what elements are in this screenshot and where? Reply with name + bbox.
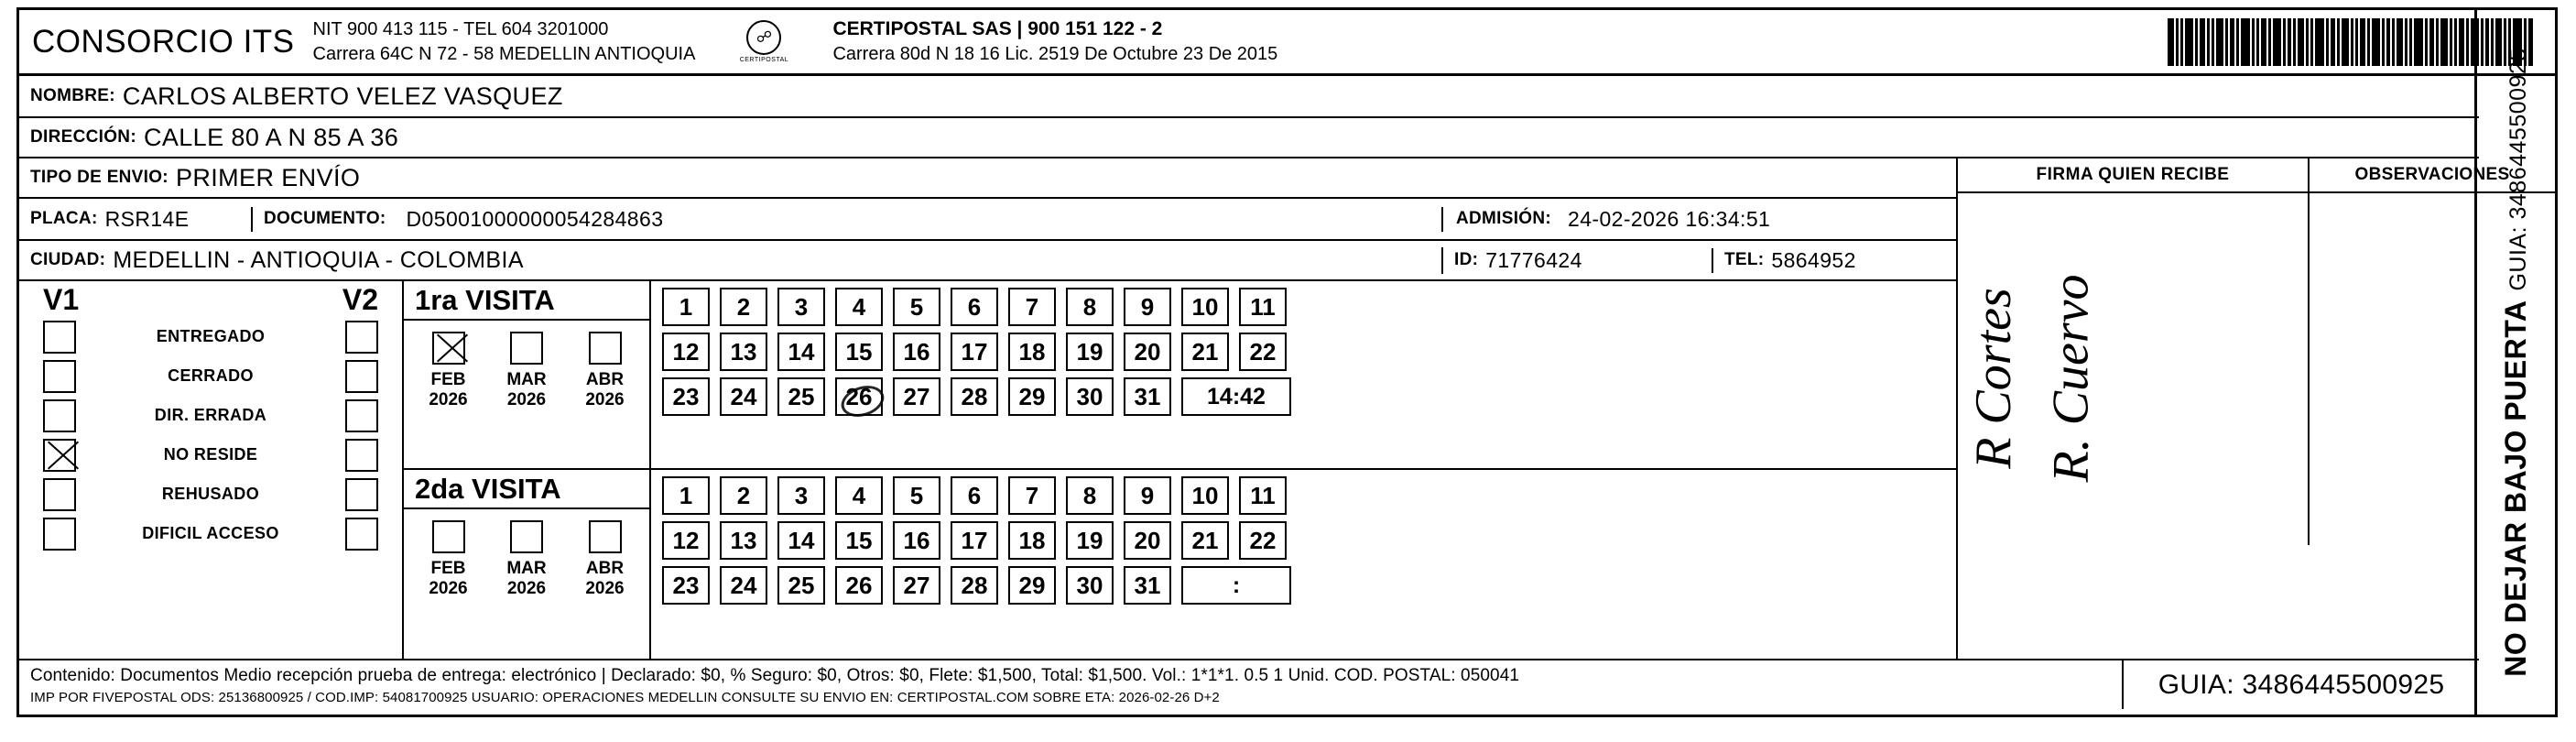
v1-checkbox-cerrado[interactable] — [43, 360, 76, 393]
visit-2-row — [404, 470, 1956, 659]
visit-1-day-18[interactable]: 18 — [1008, 333, 1056, 371]
visit-1-month-abr — [585, 332, 624, 410]
v2-checkbox-dir-errada[interactable] — [345, 399, 378, 432]
v1-checkbox-no-reside[interactable] — [43, 439, 76, 472]
visit-1-day-4[interactable]: 4 — [835, 288, 883, 326]
documento-value: D05001000000054284863 — [406, 206, 664, 231]
visit-1-day-20[interactable]: 20 — [1124, 333, 1171, 371]
company-address-line: Carrera 64C N 72 - 58 MEDELLIN ANTIOQUIA — [312, 43, 696, 64]
visit-2-day-23[interactable]: 23 — [662, 566, 710, 605]
visit-2-time[interactable]: : — [1181, 566, 1291, 605]
visit-2-abr-name: ABR — [585, 559, 625, 578]
visit-1-day-17[interactable]: 17 — [951, 333, 998, 371]
visit-1-day-19[interactable]: 19 — [1066, 333, 1114, 371]
visit-2-day-12[interactable]: 12 — [662, 521, 710, 560]
status-visits-area — [19, 281, 1956, 659]
visit-2-days — [651, 470, 1956, 659]
placa-label: PLACA: — [30, 209, 98, 228]
label-footer — [19, 659, 2479, 709]
visit-2-abr-checkbox[interactable] — [589, 520, 622, 553]
id-cell — [1443, 248, 1713, 273]
visit-2-mar-year: 2026 — [506, 579, 547, 598]
status-label-dificil-acceso: DIFICIL ACCESO — [142, 524, 279, 542]
ciudad-id-tel-row — [19, 241, 1956, 281]
visit-1-feb-checkbox[interactable] — [432, 332, 465, 365]
visit-1-days-row-2 — [651, 326, 1956, 371]
visit-1-day-1[interactable]: 1 — [662, 288, 710, 326]
id-value: 71776424 — [1485, 247, 1582, 272]
status-row-rehusado — [19, 475, 402, 514]
documento-label: DOCUMENTO: — [264, 209, 386, 228]
nombre-row — [19, 76, 2479, 118]
side-guia-text: GUIA: 3486445500925 — [2505, 48, 2531, 291]
visit-1-day-23[interactable]: 23 — [662, 377, 710, 416]
visit-1-row — [404, 281, 1956, 470]
status-header — [19, 281, 402, 317]
visit-2-day-30[interactable]: 30 — [1066, 566, 1114, 605]
visit-2-day-4[interactable]: 4 — [835, 476, 883, 515]
v2-header: V2 — [342, 283, 378, 316]
tipo-envio-row — [19, 158, 1956, 199]
visit-2-day-5[interactable]: 5 — [893, 476, 940, 515]
observaciones-header-label: OBSERVACIONES — [2308, 158, 2555, 191]
visit-2-title: 2da VISITA — [404, 470, 649, 509]
visit-2-months — [404, 509, 649, 603]
firma-observaciones-panel — [1956, 158, 2555, 659]
visit-1-abr-name: ABR — [585, 370, 625, 389]
visit-1-day-25[interactable]: 25 — [777, 377, 825, 416]
visit-1-day-14[interactable]: 14 — [777, 333, 825, 371]
footer-guia: GUIA: 3486445500925 — [2122, 660, 2479, 709]
visit-1-days-row-1 — [651, 281, 1956, 326]
signature-line-1: R Cortes — [1964, 288, 2022, 469]
visit-1-day-13[interactable]: 13 — [720, 333, 767, 371]
visits-panel — [404, 281, 1956, 659]
visit-2-day-16[interactable]: 16 — [893, 521, 940, 560]
status-row-entregado — [19, 317, 402, 356]
visit-1-month-panel — [404, 281, 651, 468]
visit-1-day-22[interactable]: 22 — [1239, 333, 1287, 371]
left-column — [19, 158, 1956, 659]
nombre-value: CARLOS ALBERTO VELEZ VASQUEZ — [122, 82, 563, 110]
visit-1-day-21[interactable]: 21 — [1181, 333, 1229, 371]
visit-2-day-11[interactable]: 11 — [1239, 476, 1287, 515]
visit-2-day-20[interactable]: 20 — [1124, 521, 1171, 560]
placa-cell — [19, 207, 253, 232]
direccion-row — [19, 118, 2479, 158]
documento-cell — [253, 207, 1443, 232]
status-row-no-reside — [19, 435, 402, 475]
visit-1-day-3[interactable]: 3 — [777, 288, 825, 326]
visit-2-day-3[interactable]: 3 — [777, 476, 825, 515]
footer-line-1: Contenido: Documentos Medio recepción prueba de entrega: electrónico | Declarado: $0, % Seguro: $0, Otros: $0, Flete: $1,500, Total: $1,500. Vol.: 1*1*1. 0.5 1 Unid. COD. POSTAL: 050041 — [30, 666, 1520, 685]
certipostal-info — [832, 16, 1277, 66]
placa-value: RSR14E — [104, 206, 190, 231]
tel-cell — [1713, 248, 1956, 273]
visit-1-day-16[interactable]: 16 — [893, 333, 940, 371]
v1-header: V1 — [43, 283, 80, 316]
visit-2-days-row-3 — [651, 560, 1956, 605]
firma-signature-area[interactable] — [1958, 193, 2308, 545]
ciudad-cell — [19, 247, 1443, 274]
shipping-label — [16, 7, 2558, 717]
visit-1-abr-year: 2026 — [585, 390, 625, 409]
v1-checkbox-rehusado[interactable] — [43, 478, 76, 511]
v1-checkbox-dir-errada[interactable] — [43, 399, 76, 432]
id-label: ID: — [1454, 250, 1479, 269]
label-header — [19, 10, 2555, 76]
visit-2-day-31[interactable]: 31 — [1124, 566, 1171, 605]
visit-2-abr-year: 2026 — [585, 579, 625, 598]
visit-1-feb-year: 2026 — [429, 390, 468, 409]
visit-2-day-27[interactable]: 27 — [893, 566, 940, 605]
visit-2-month-abr — [585, 520, 624, 599]
status-row-cerrado — [19, 356, 402, 396]
status-label-cerrado: CERRADO — [168, 366, 254, 385]
label-body — [19, 158, 2555, 659]
visit-2-day-13[interactable]: 13 — [720, 521, 767, 560]
visit-1-day-15[interactable]: 15 — [835, 333, 883, 371]
visit-1-day-8[interactable]: 8 — [1066, 288, 1114, 326]
v2-checkbox-cerrado[interactable] — [345, 360, 378, 393]
visit-2-day-1[interactable]: 1 — [662, 476, 710, 515]
visit-2-feb-checkbox[interactable] — [432, 520, 465, 553]
admision-label: ADMISIÓN: — [1456, 209, 1552, 228]
visit-2-feb-name: FEB — [430, 559, 466, 578]
status-checkbox-panel — [19, 281, 404, 659]
visit-1-mar-year: 2026 — [506, 390, 547, 409]
visit-2-day-28[interactable]: 28 — [951, 566, 998, 605]
v2-checkbox-entregado[interactable] — [345, 321, 378, 354]
visit-2-day-6[interactable]: 6 — [951, 476, 998, 515]
firma-header-label: FIRMA QUIEN RECIBE — [2036, 165, 2230, 184]
visit-2-feb-year: 2026 — [429, 579, 468, 598]
visit-1-day-9[interactable]: 9 — [1124, 288, 1171, 326]
certipostal-logo — [695, 20, 832, 63]
visit-2-day-26[interactable]: 26 — [835, 566, 883, 605]
visit-2-day-2[interactable]: 2 — [720, 476, 767, 515]
visit-1-day-27[interactable]: 27 — [893, 377, 940, 416]
logo-label: CERTIPOSTAL — [739, 57, 789, 63]
visit-1-day-10[interactable]: 10 — [1181, 288, 1229, 326]
ciudad-label: CIUDAD: — [30, 250, 106, 269]
nombre-label: NOMBRE: — [30, 86, 115, 105]
status-label-dir-errada: DIR. ERRADA — [154, 406, 267, 424]
side-notice-inner — [2499, 48, 2533, 677]
visit-1-day-28[interactable]: 28 — [951, 377, 998, 416]
visit-2-day-8[interactable]: 8 — [1066, 476, 1114, 515]
visit-1-feb-name: FEB — [430, 370, 466, 389]
visit-1-day-7[interactable]: 7 — [1008, 288, 1056, 326]
visit-2-month-panel — [404, 470, 651, 659]
visit-1-day-24[interactable]: 24 — [720, 377, 767, 416]
visit-2-day-17[interactable]: 17 — [951, 521, 998, 560]
tipo-envio-value: PRIMER ENVÍO — [175, 163, 361, 191]
visit-1-day-26[interactable]: 26 — [835, 377, 883, 416]
direccion-value: CALLE 80 A N 85 A 36 — [143, 123, 399, 151]
status-label-entregado: ENTREGADO — [156, 327, 266, 345]
visit-1-month-feb — [429, 332, 467, 410]
tel-label: TEL: — [1724, 250, 1765, 269]
visit-1-time[interactable]: 14:42 — [1181, 377, 1291, 416]
visit-2-day-15[interactable]: 15 — [835, 521, 883, 560]
visit-1-days — [651, 281, 1956, 468]
company-name: CONSORCIO ITS — [32, 23, 295, 60]
v1-checkbox-entregado[interactable] — [43, 321, 76, 354]
visit-2-day-21[interactable]: 21 — [1181, 521, 1229, 560]
visit-1-mar-checkbox[interactable] — [510, 332, 543, 365]
status-row-dir-errada — [19, 396, 402, 435]
visit-2-mar-name: MAR — [506, 559, 547, 578]
visit-2-days-row-1 — [651, 470, 1956, 515]
visit-2-day-10[interactable]: 10 — [1181, 476, 1229, 515]
visit-2-day-18[interactable]: 18 — [1008, 521, 1056, 560]
side-notice-strip — [2474, 10, 2555, 715]
direccion-label: DIRECCIÓN: — [30, 127, 136, 147]
visit-2-month-feb — [429, 520, 467, 599]
status-row-dificil-acceso — [19, 514, 402, 553]
signature-line-2: R. Cuervo — [2042, 274, 2100, 483]
v1-checkbox-dificil-acceso[interactable] — [43, 518, 76, 551]
visit-1-month-mar — [506, 332, 546, 410]
visit-2-days-row-2 — [651, 515, 1956, 560]
visit-2-day-29[interactable]: 29 — [1008, 566, 1056, 605]
visit-2-day-9[interactable]: 9 — [1124, 476, 1171, 515]
visit-2-month-mar — [506, 520, 546, 599]
status-label-rehusado: REHUSADO — [161, 485, 260, 503]
certipostal-name: CERTIPOSTAL SAS | 900 151 122 - 2 — [832, 18, 1163, 40]
visit-1-day-30[interactable]: 30 — [1066, 377, 1114, 416]
company-contact — [295, 17, 696, 66]
visit-1-title: 1ra VISITA — [404, 281, 649, 321]
side-notice-text: NO DEJAR BAJO PUERTA — [2499, 300, 2532, 677]
admision-cell — [1443, 207, 1956, 232]
visit-1-months — [404, 321, 649, 414]
firma-body — [1958, 193, 2555, 545]
visit-1-day-29[interactable]: 29 — [1008, 377, 1056, 416]
ciudad-value: MEDELLIN - ANTIOQUIA - COLOMBIA — [113, 246, 524, 273]
visit-2-day-25[interactable]: 25 — [777, 566, 825, 605]
visit-2-mar-checkbox[interactable] — [510, 520, 543, 553]
visit-1-abr-checkbox[interactable] — [589, 332, 622, 365]
v2-checkbox-dificil-acceso[interactable] — [345, 518, 378, 551]
footer-text — [19, 660, 2122, 709]
logo-circle-icon: ☍ — [746, 20, 781, 55]
visit-1-day-11[interactable]: 11 — [1239, 288, 1287, 326]
visit-2-day-24[interactable]: 24 — [720, 566, 767, 605]
visit-1-day-31[interactable]: 31 — [1124, 377, 1171, 416]
v2-checkbox-no-reside[interactable] — [345, 439, 378, 472]
placa-documento-row — [19, 199, 1956, 241]
admision-value: 24-02-2026 16:34:51 — [1568, 206, 1771, 231]
visit-1-mar-name: MAR — [506, 370, 547, 389]
visit-2-day-19[interactable]: 19 — [1066, 521, 1114, 560]
v2-checkbox-rehusado[interactable] — [345, 478, 378, 511]
footer-line-2: IMP POR FIVEPOSTAL ODS: 25136800925 / COD.IMP: 54081700925 USUARIO: OPERACIONES MEDELLIN CONSULTE SU ENVIO EN: CERTIPOSTAL.COM SOBRE ETA: 2026-02-26 D+2 — [30, 690, 1220, 705]
visit-1-day-12[interactable]: 12 — [662, 333, 710, 371]
tipo-envio-label: TIPO DE ENVIO: — [30, 168, 168, 187]
status-label-no-reside: NO RESIDE — [163, 445, 258, 464]
visit-2-day-7[interactable]: 7 — [1008, 476, 1056, 515]
visit-2-day-14[interactable]: 14 — [777, 521, 825, 560]
visit-1-day-5[interactable]: 5 — [893, 288, 940, 326]
visit-1-days-row-3 — [651, 371, 1956, 416]
visit-2-day-22[interactable]: 22 — [1239, 521, 1287, 560]
tel-value: 5864952 — [1771, 247, 1856, 272]
certipostal-address: Carrera 80d N 18 16 Lic. 2519 De Octubre 23 De 2015 — [832, 44, 1278, 65]
visit-1-day-6[interactable]: 6 — [951, 288, 998, 326]
visit-1-day-2[interactable]: 2 — [720, 288, 767, 326]
firma-headers — [1958, 158, 2555, 193]
company-nit-line: NIT 900 413 115 - TEL 604 3201000 — [312, 19, 609, 40]
